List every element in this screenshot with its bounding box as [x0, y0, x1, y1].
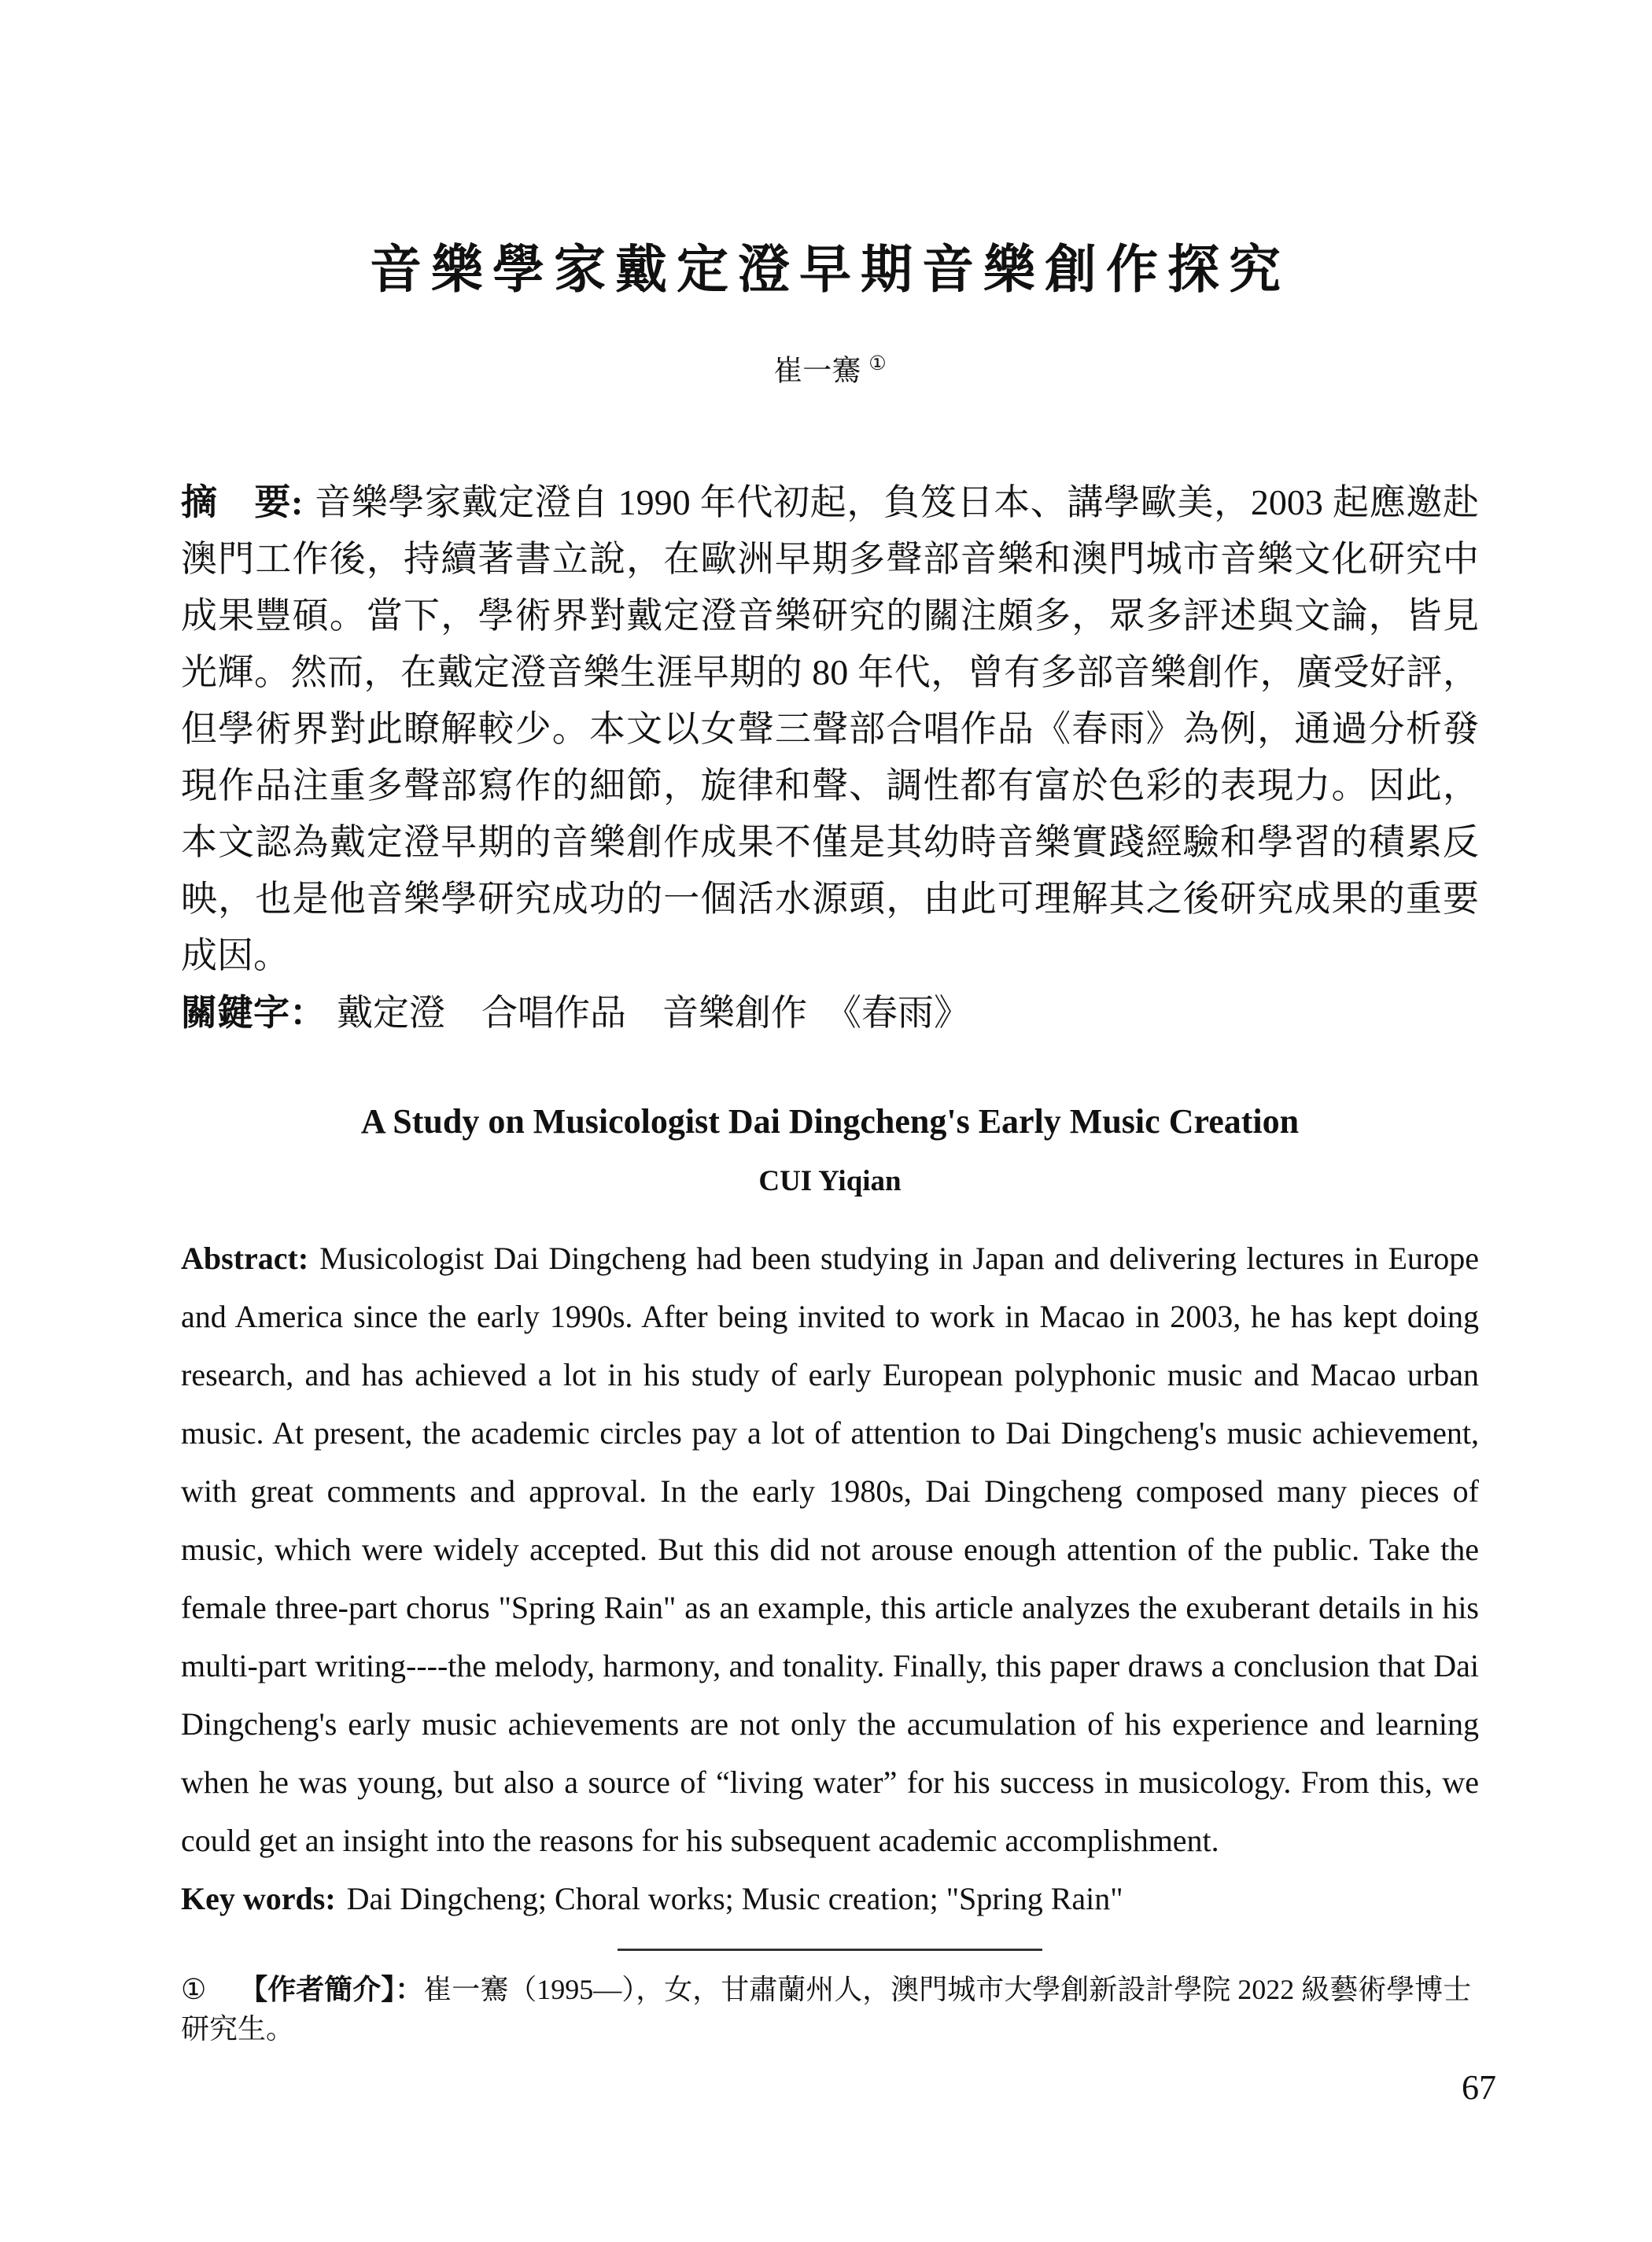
chinese-author-name: 崔一騫 — [773, 355, 861, 388]
english-author: CUI Yiqian — [758, 1165, 902, 1198]
chinese-abstract-text: 音樂學家戴定澄自 1990 年代初起，負笈日本、講學歐美，2003 起應邀赴澳門工作後，持續著書立說，在歐洲早期多聲部音樂和澳門城市音樂文化研究中成果豐碩。當下，學術界對戴定澄音樂研究的關注頗多，眾多評述與文論，皆見光輝。然而，在戴定澄音樂生涯早期的 80 年代，曾有多部音樂創作，廣受好評，但學術界對此瞭解較少。本文以女聲三聲部合唱作品《春雨》為例，通過分析發現作品注重多聲部寫作的細節，旋律和聲、調性都有富於色彩的表現力。因此，本文認為戴定澄早期的音樂創作成果不僅是其幼時音樂實踐經驗和學習的積累反映，也是他音樂學研究成功的一個活水源頭，由此可理解其之後研究成果的重要成因。 — [181, 482, 1479, 976]
english-keywords-label: Key words: — [181, 1881, 336, 1917]
english-abstract-label: Abstract: — [181, 1241, 309, 1277]
footnote-marker: ① — [181, 1974, 207, 2006]
chinese-title: 音樂學家戴定澄早期音樂創作探究 — [370, 242, 1290, 299]
chinese-keywords-line — [181, 984, 1479, 1042]
chinese-abstract-paragraph — [181, 474, 1479, 984]
footnote-line — [181, 1970, 1479, 2048]
footnote-label: 【作者簡介】： — [239, 1974, 424, 2006]
footnote-text: 崔一騫（1995—），女，甘肅蘭州人，澳門城市大學創新設計學院 2022 級藝術學博士研究生。 — [181, 1974, 1472, 2045]
page-number: 67 — [1462, 2068, 1496, 2107]
english-abstract-paragraph — [181, 1230, 1479, 1870]
english-keywords-line — [181, 1870, 1479, 1928]
chinese-abstract-label: 摘 要: — [181, 482, 304, 523]
english-title: A Study on Musicologist Dai Dingcheng's Early Music Creation — [360, 1102, 1300, 1141]
chinese-keywords-text: 戴定澄 合唱作品 音樂創作 《春雨》 — [337, 993, 970, 1034]
chinese-author-line — [181, 346, 1479, 389]
footnote-separator — [618, 1949, 1042, 1951]
author-footnote-marker: ① — [868, 353, 887, 374]
english-abstract-text: Musicologist Dai Dingcheng had been studying in Japan and delivering lectures in Europe and America since the early 1990s. After being invited to work in Macao in 2003, he has kept doing research, and has achieved a lot in his study of early European polyphonic music and Macao urban music. At present, the academic circles pay a lot of attention to Dai Dingcheng's music achievement, with great comments and approval. In the early 1980s, Dai Dingcheng composed many pieces of music, which were widely accepted. But this did not arouse enough attention of the public. Take the female three-part chorus "Spring Rain" as an example, this article analyzes the exuberant details in his multi-part writing----the melody, harmony, and tonality. Finally, this paper draws a conclusion that Dai Dingcheng's early music achievements are not only the accumulation of his experience and learning when he was young, but also a source of “living water” for his success in musicology. From this, we could get an insight into the reasons for his subsequent academic accomplishment. — [181, 1241, 1479, 1859]
english-keywords-text: Dai Dingcheng; Choral works; Music creation; "Spring Rain" — [346, 1881, 1123, 1917]
chinese-keywords-label: 關鍵字： — [181, 993, 326, 1034]
